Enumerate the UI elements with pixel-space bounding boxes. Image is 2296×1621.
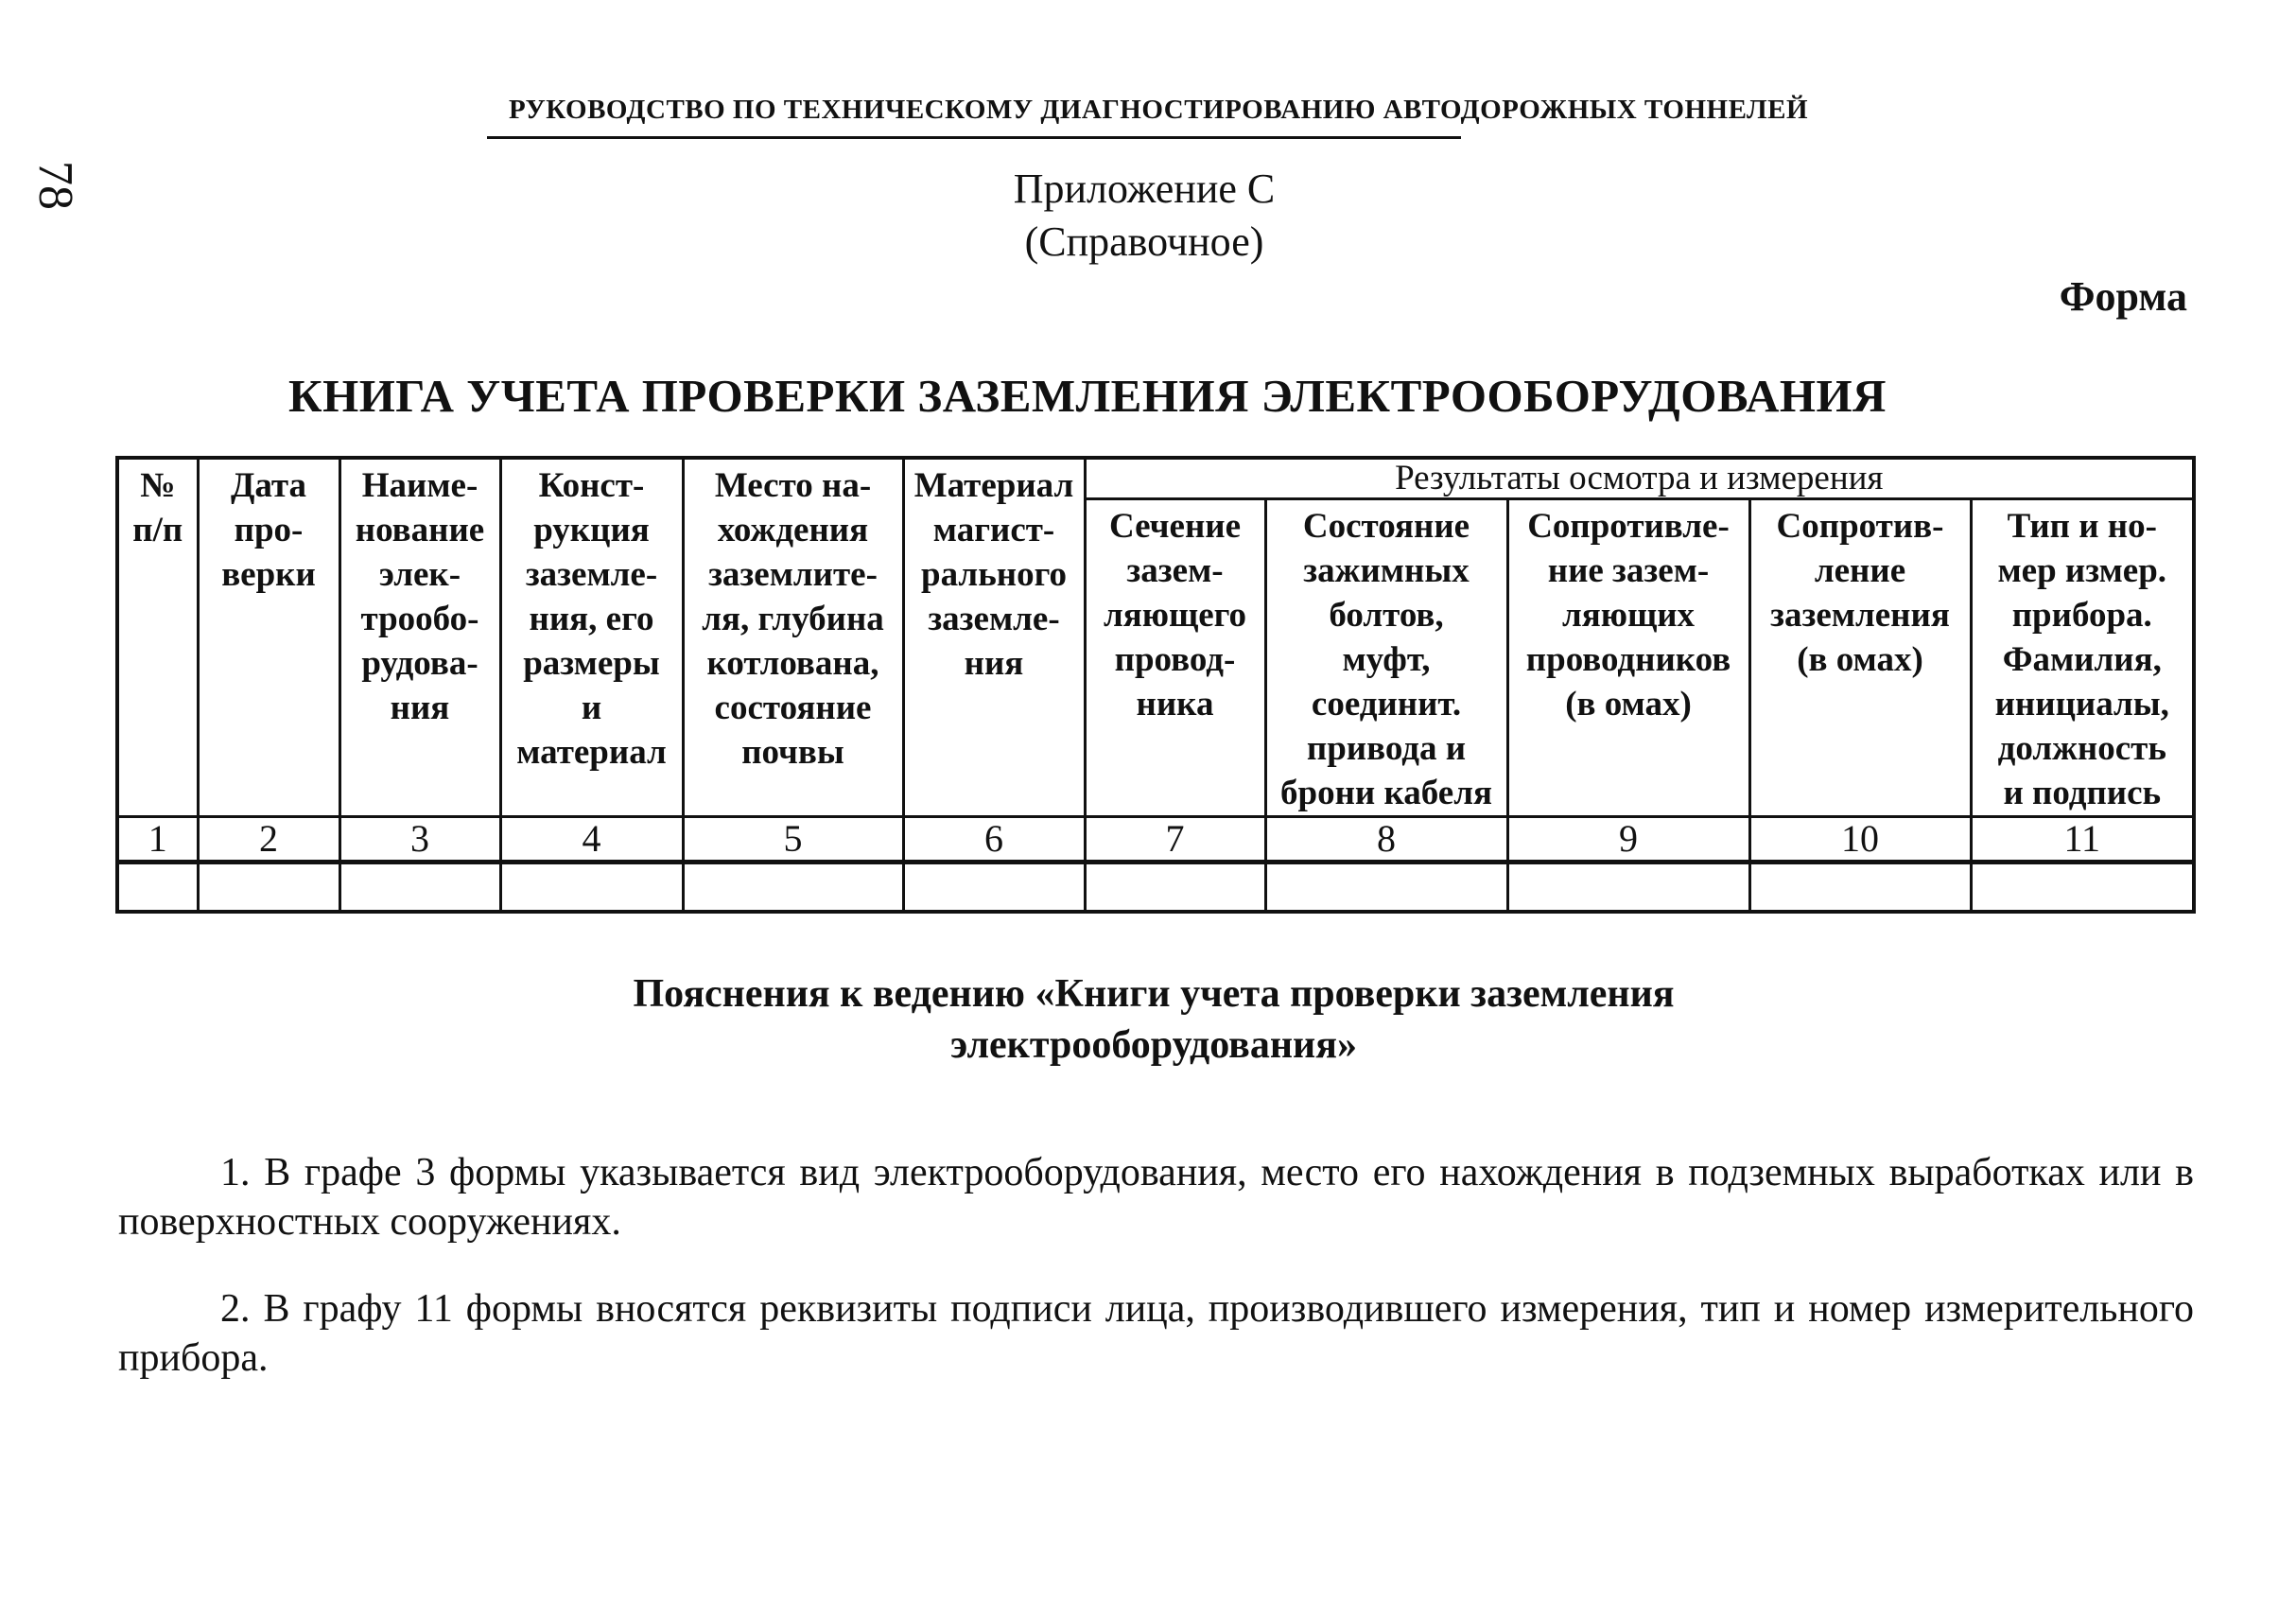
column-header [1749,499,1971,817]
column-header [1971,499,2194,817]
column-header [198,458,339,817]
table-cell [198,863,339,913]
note-item: 1. В графе 3 формы указывается вид электрооборудования, место его нахождения в подземных выработках или в поверхностных сооружениях. [118,1151,2194,1244]
column-header [1507,499,1749,817]
column-header-text: № п/п [132,466,183,549]
appendix-heading [851,163,1437,269]
notes-title-line: Пояснения к ведению «Книги учета проверки заземления [633,972,1675,1016]
notes-title-line: электрооборудования» [950,1023,1357,1067]
column-number: 6 [903,817,1085,863]
column-number: 7 [1085,817,1265,863]
column-header-text: Дата про- верки [221,466,316,594]
column-header [903,458,1085,817]
column-header [1265,499,1507,817]
column-header [1085,499,1265,817]
column-header [339,458,500,817]
column-header-text: Сопротив- ление заземления (в омах) [1770,507,1950,679]
grounding-check-table [115,456,2196,914]
appendix-title: Приложение С [1013,166,1276,212]
note-item: 2. В графу 11 формы вносятся реквизиты подписи лица, производившего измерения, тип и номер измерительного прибора. [118,1287,2194,1380]
column-header [683,458,903,817]
header-rule [487,136,1461,139]
column-header-text: Сечение зазем- ляющего провод- ника [1103,507,1247,723]
column-number: 2 [198,817,339,863]
column-header-text: Место на- хождения заземлите- ля, глубина котлована, состояние почвы [702,466,884,772]
column-number: 11 [1971,817,2194,863]
column-number: 9 [1507,817,1749,863]
column-number: 1 [117,817,198,863]
form-label: Форма [2059,273,2187,320]
notes-title [350,968,1957,1071]
book-title: КНИГА УЧЕТА ПРОВЕРКИ ЗАЗЕМЛЕНИЯ ЭЛЕКТРООБОРУДОВАНИЯ [288,370,1887,422]
column-header-text: Сопротивле- ние зазем- ляющих проводников (в омах) [1525,507,1731,723]
table-cell [1265,863,1507,913]
running-header: РУКОВОДСТВО ПО ТЕХНИЧЕСКОМУ ДИАГНОСТИРОВАНИЮ АВТОДОРОЖНЫХ ТОННЕЛЕЙ [508,95,1809,125]
table-header-row-1 [117,458,2194,499]
appendix-subtitle: (Справочное) [1024,218,1264,265]
column-header-text: Состояние зажимных болтов, муфт, соединит. привода и брони кабеля [1280,507,1492,812]
table-cell [903,863,1085,913]
table-cell [1971,863,2194,913]
column-number: 10 [1749,817,1971,863]
table-cell [683,863,903,913]
table-cell [500,863,683,913]
group-header: Результаты осмотра и измерения [1085,458,2194,499]
column-number: 3 [339,817,500,863]
column-number: 8 [1265,817,1507,863]
table-row [117,863,2194,913]
column-header-text: Наиме- нование элек- трообо- рудова- ния [355,466,485,727]
column-header-text: Конст- рукция заземле- ния, его размеры и материал [516,466,667,772]
table-cell [1085,863,1265,913]
column-number: 4 [500,817,683,863]
table-cell [1749,863,1971,913]
column-number-row [117,817,2194,863]
column-header-text: Материал магист- рального заземле- ния [913,466,1074,683]
table-cell [339,863,500,913]
table-cell [1507,863,1749,913]
column-header [117,458,198,817]
table-cell [117,863,198,913]
page-number: 78 [28,161,82,210]
column-header-text: Тип и но- мер измер. прибора. Фамилия, инициалы, должность и подпись [1994,507,2169,812]
column-header [500,458,683,817]
column-number: 5 [683,817,903,863]
